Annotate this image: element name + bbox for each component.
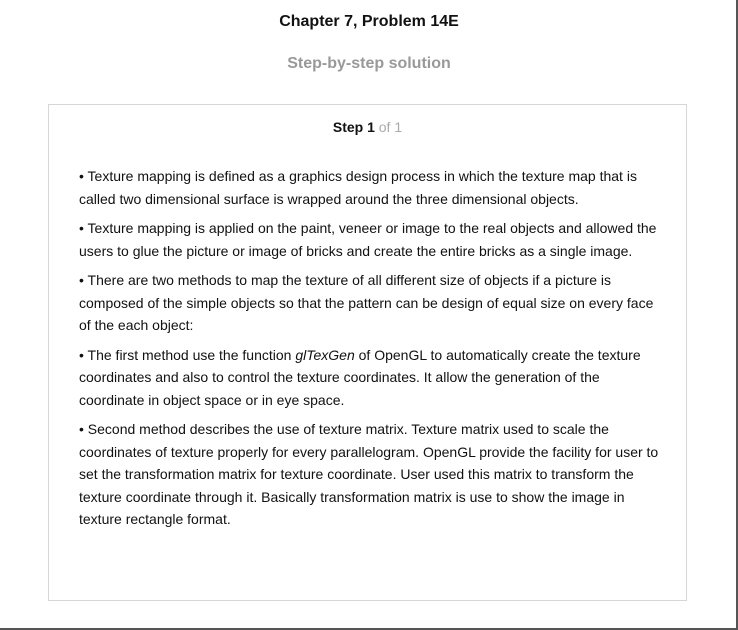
first-method-text-end: of OpenGL to automatically create the texture coordinates and also to control the texture coordinates. It allow the generation of the coordinate in object space or in eye space. xyxy=(79,346,641,408)
paragraph-first-method xyxy=(79,344,664,412)
paragraph-application: • Texture mapping is applied on the paint, veneer or image to the real objects and allowed the users to glue the picture or image of bricks and create the entire bricks as a single image. xyxy=(79,220,657,259)
first-method-text-start: • The first method use the function xyxy=(79,346,296,363)
solution-subtitle: Step-by-step solution xyxy=(287,55,451,72)
function-name: glTexGen xyxy=(295,346,355,363)
step-content xyxy=(79,165,664,538)
step-header xyxy=(49,118,686,136)
paragraph-second-method: • Second method describes the use of texture matrix. Texture matrix used to scale the coordinates of texture properly for every parallelogram. OpenGL provide the facility for user to set the transformation matrix for texture coordinate. User used this matrix to transform the texture coordinate through it. Basically transformation matrix is use to show the image in texture rectangle format. xyxy=(79,421,659,527)
step-label: Step 1 xyxy=(332,119,375,135)
paragraph-methods: • There are two methods to map the texture of all different size of objects if a picture is composed of the simple objects so that the pattern can be design of equal size on every face of the each object: xyxy=(79,272,654,333)
solution-step-card xyxy=(48,104,687,601)
chapter-title: Chapter 7, Problem 14E xyxy=(279,13,459,30)
step-count: of 1 xyxy=(378,119,403,135)
paragraph-definition: • Texture mapping is defined as a graphics design process in which the texture map that is called two dimensional surface is wrapped around the three dimensional objects. xyxy=(79,168,637,207)
